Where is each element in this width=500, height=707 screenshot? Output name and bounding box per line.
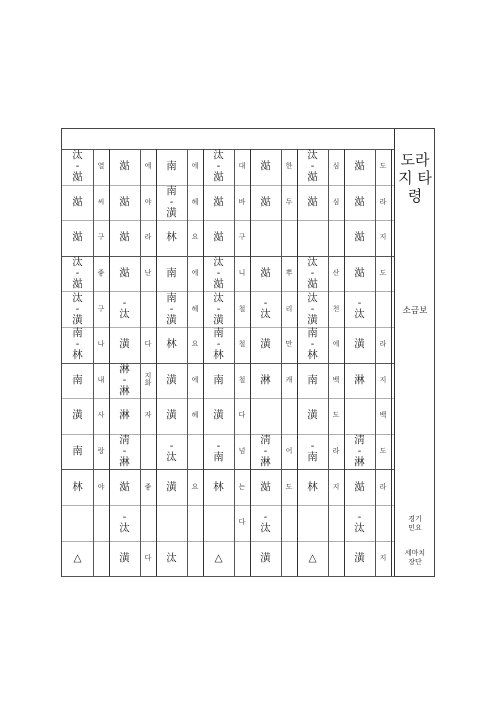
column-divider [234, 149, 235, 576]
note-cell: 林 [166, 231, 177, 244]
column-divider [187, 149, 188, 576]
note-cell: 南 - 林 [72, 327, 83, 362]
measure-line [62, 576, 394, 577]
lyric-cell: 다 [238, 518, 246, 527]
lyric-cell: 지 [332, 482, 340, 491]
lyric-cell [187, 541, 203, 577]
note-cell [156, 505, 187, 541]
lyric-cell: 랑 [97, 446, 105, 455]
lyric-cell: 도 [332, 411, 340, 420]
note-cell: - 汰 [354, 510, 365, 534]
lyric-cell: 넘 [238, 446, 246, 455]
lyric-cell: 요 [191, 482, 199, 491]
lyric-cell: 도 [285, 482, 293, 491]
column-divider [250, 149, 251, 576]
note-cell: 汰 - 㴌 [213, 149, 224, 184]
column-divider [156, 149, 157, 576]
column-divider [328, 149, 329, 576]
lyric-cell [93, 541, 109, 577]
note-cell: - 汰 [119, 510, 130, 534]
lyric-cell [328, 505, 344, 541]
lyric-cell: 좋 [144, 482, 152, 491]
note-cell: 㴌 [119, 160, 130, 173]
genre-label: 경기 민요 [408, 515, 422, 532]
note-cell: 汰 [166, 551, 177, 564]
note-cell: 㴌 [119, 231, 130, 244]
lyric-cell: 라 [379, 482, 387, 491]
column-divider [344, 149, 345, 576]
lyric-cell [375, 505, 391, 541]
note-cell: 南 - 林 [213, 327, 224, 362]
lyric-cell: 철 [238, 304, 246, 313]
lyric-cell: 뿌 [285, 268, 293, 277]
note-cell: 淸 - 淋 [119, 434, 130, 469]
note-cell: 南 - 潢 [166, 291, 177, 326]
note-cell: 㴌 [119, 267, 130, 280]
lyric-cell: 헤 [191, 304, 199, 313]
note-cell: 潢 [119, 338, 130, 351]
note-cell: 㴌 [213, 195, 224, 208]
note-cell: 淸 - 淋 [260, 434, 271, 469]
note-cell: 淋 [119, 409, 130, 422]
lyric-cell: 에 [191, 268, 199, 277]
note-cell: 潢 [166, 480, 177, 493]
lyric-cell: 심 [332, 197, 340, 206]
note-cell: 南 - 林 [307, 327, 318, 362]
note-cell: 潢 [260, 338, 271, 351]
column-divider [109, 149, 110, 576]
note-cell: 汰 - 㴌 [72, 149, 83, 184]
note-cell: △ [214, 551, 223, 564]
note-cell: 㴌 [354, 195, 365, 208]
note-cell: 南 [166, 160, 177, 173]
note-cell: 㴌 [354, 480, 365, 493]
note-cell [297, 505, 328, 541]
lyric-cell: 바 [238, 197, 246, 206]
lyric-cell [281, 398, 297, 434]
lyric-cell [140, 505, 156, 541]
note-cell: - 南 [307, 439, 318, 463]
note-cell: 南 [72, 445, 83, 458]
lyric-cell [281, 220, 297, 256]
lyric-cell [328, 220, 344, 256]
note-cell: 㴌 [213, 231, 224, 244]
note-cell: 潢 [166, 409, 177, 422]
lyric-cell: 자 [144, 411, 152, 420]
lyric-cell: 만 [285, 340, 293, 349]
lyric-cell [281, 541, 297, 577]
note-cell: 潢 [166, 373, 177, 386]
lyric-cell: 에 [191, 375, 199, 384]
note-cell: 㴌 [354, 267, 365, 280]
lyric-cell: 헤 [191, 197, 199, 206]
lyric-cell: 라 [332, 446, 340, 455]
lyric-cell: 열 [97, 162, 105, 171]
note-cell: 汰 - 潢 [72, 291, 83, 326]
lyric-cell [234, 541, 250, 577]
lyric-cell: 내 [97, 375, 105, 384]
lyric-cell [93, 505, 109, 541]
note-cell: 㴌 [260, 267, 271, 280]
note-cell [250, 398, 281, 434]
note-cell: 潢 [354, 551, 365, 564]
lyric-cell: 리 [285, 304, 293, 313]
lyric-cell: 지 [379, 375, 387, 384]
note-cell: 汰 - 潢 [307, 291, 318, 326]
lyric-cell: 다 [238, 411, 246, 420]
lyric-cell: 지 [379, 553, 387, 562]
lyric-cell: 지 화 [144, 372, 152, 388]
note-cell: - 汰 [260, 297, 271, 321]
note-cell: 潢 [307, 409, 318, 422]
note-cell: 汰 - 潢 [213, 291, 224, 326]
lyric-cell: 라 [379, 197, 387, 206]
note-cell: 潢 [213, 409, 224, 422]
note-cell: 㴌 [354, 231, 365, 244]
lyric-cell: 구 [97, 304, 105, 313]
note-cell: 㴌 [260, 195, 271, 208]
note-cell: 南 - 潢 [166, 184, 177, 219]
note-cell: 南 [166, 267, 177, 280]
lyric-cell: 철 [238, 375, 246, 384]
note-cell: - 汰 [119, 297, 130, 321]
column-divider [297, 149, 298, 576]
lyric-cell: 심 [332, 162, 340, 171]
lyric-cell [140, 434, 156, 470]
title-panel [394, 129, 435, 576]
note-cell: 淋 [260, 373, 271, 386]
lyric-cell: 천 [332, 304, 340, 313]
note-cell: 林 [213, 480, 224, 493]
lyric-cell [187, 434, 203, 470]
lyric-cell: 니 [238, 268, 246, 277]
lyric-cell: 난 [144, 268, 152, 277]
note-cell: 南 [307, 373, 318, 386]
lyric-cell: 씨 [97, 197, 105, 206]
rhythm-label: 세마치 장단 [404, 549, 426, 566]
lyric-cell [328, 541, 344, 577]
note-cell: 淋 [354, 373, 365, 386]
lyric-cell: 다 [144, 553, 152, 562]
note-cell: - 汰 [166, 439, 177, 463]
note-cell: 汰 - 㴌 [213, 256, 224, 291]
column-divider [203, 149, 204, 576]
note-cell: 㴌 [260, 480, 271, 493]
note-cell: 潢 [119, 551, 130, 564]
note-cell: 林 [72, 480, 83, 493]
lyric-cell: 좋 [97, 268, 105, 277]
lyric-cell [140, 291, 156, 327]
lyric-cell: 철 [238, 340, 246, 349]
note-cell: 㴌 [119, 480, 130, 493]
lyric-cell: 두 [285, 197, 293, 206]
note-cell [203, 505, 234, 541]
note-cell: 㴌 [72, 195, 83, 208]
note-cell: 汰 - 㴌 [307, 149, 318, 184]
column-divider [391, 149, 392, 576]
note-cell: 㴌 [307, 195, 318, 208]
note-cell: 林 [166, 338, 177, 351]
lyric-cell: 요 [191, 233, 199, 242]
lyric-cell: 다 [144, 340, 152, 349]
lyric-cell: 라 [379, 340, 387, 349]
score-sheet [61, 128, 435, 577]
note-cell: 汰 - 㴌 [72, 256, 83, 291]
lyric-cell: 에 [144, 162, 152, 171]
lyric-cell: 백 [332, 375, 340, 384]
lyric-cell: 구 [97, 233, 105, 242]
lyric-cell [187, 505, 203, 541]
lyric-cell: 야 [97, 482, 105, 491]
note-cell: 南 [72, 373, 83, 386]
note-cell [62, 505, 93, 541]
lyric-cell: 라 [144, 233, 152, 242]
lyric-cell [281, 505, 297, 541]
lyric-cell: 에 [191, 162, 199, 171]
note-cell: 潢 [260, 551, 271, 564]
note-cell: 潢 [72, 409, 83, 422]
note-cell: - 汰 [260, 510, 271, 534]
lyric-cell: 백 [379, 411, 387, 420]
lyric-cell: 산 [332, 268, 340, 277]
notation-type: 소금보 [402, 306, 428, 316]
column-divider [281, 149, 282, 576]
note-cell: 㴌 [72, 231, 83, 244]
lyric-cell: 어 [285, 446, 293, 455]
column-divider [140, 149, 141, 576]
lyric-cell [375, 291, 391, 327]
note-cell [250, 220, 281, 256]
lyric-cell: 대 [238, 162, 246, 171]
lyric-cell: 요 [191, 340, 199, 349]
note-cell: 汰 - 㴌 [307, 256, 318, 291]
note-cell: 㴌 [354, 160, 365, 173]
note-cell: 淸 - 淋 [354, 434, 365, 469]
note-cell: 潢 [354, 338, 365, 351]
note-cell [297, 220, 328, 256]
lyric-cell: 나 [97, 340, 105, 349]
lyric-cell: 헤 [191, 411, 199, 420]
note-cell: 㴌 [119, 195, 130, 208]
lyric-cell: 는 [238, 482, 246, 491]
lyric-cell: 도 [379, 162, 387, 171]
lyric-cell: 에 [332, 340, 340, 349]
lyric-cell: 지 [379, 233, 387, 242]
note-cell: △ [308, 551, 317, 564]
lyric-cell: 구 [238, 233, 246, 242]
song-title: 도라지 타령 [398, 151, 432, 205]
lyric-cell: 사 [97, 411, 105, 420]
note-cell: 淋 - 淋 [119, 362, 130, 397]
lyric-cell: 야 [144, 197, 152, 206]
note-cell: 林 [307, 480, 318, 493]
note-cell: 南 [213, 373, 224, 386]
note-cell: - 南 [213, 439, 224, 463]
lyric-cell: 캐 [285, 375, 293, 384]
note-cell: 㴌 [260, 160, 271, 173]
lyric-cell: 한 [285, 162, 293, 171]
column-divider [93, 149, 94, 576]
column-divider [375, 149, 376, 576]
note-cell [344, 398, 375, 434]
lyric-cell: 도 [379, 446, 387, 455]
lyric-cell: 도 [379, 268, 387, 277]
note-cell: △ [73, 551, 82, 564]
note-cell: - 汰 [354, 297, 365, 321]
